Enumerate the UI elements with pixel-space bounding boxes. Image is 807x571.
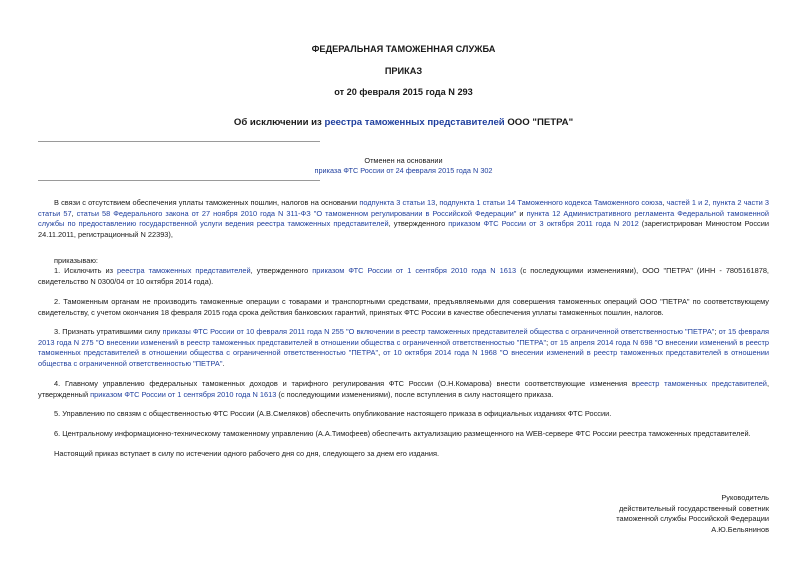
clause-1-text: , утвержденного [250, 266, 313, 275]
intro-link-4[interactable]: статьи 58 Федерального закона от 27 ноября 2010 года N 311-ФЗ "О таможенном регулировании в Российской Федерации" [76, 208, 517, 218]
intro-text: , [435, 198, 440, 207]
clause-1-registry-link[interactable]: реестра таможенных представителей [116, 266, 251, 275]
signature-agency: таможенной службы Российской Федерации [616, 514, 769, 524]
intro-text: и [516, 208, 527, 218]
intro-link-3[interactable]: частей 1 и 2, пункта 2 части 3 статьи 57 [38, 198, 769, 218]
clause-4-registry-link[interactable]: реестр таможенных представителей [635, 379, 767, 388]
intro-text: , утвержденного [388, 219, 449, 229]
cancel-divider-bottom [38, 180, 320, 181]
cancel-note [0, 166, 807, 175]
clause-4-text: , утвержденный [38, 379, 769, 399]
intro-link-2[interactable]: подпункта 1 статьи 14 Таможенного кодекса Таможенного союза [439, 198, 663, 207]
signature-name: А.Ю.Бельянинов [711, 525, 769, 535]
cancel-order-link[interactable]: приказа ФТС России от 24 февраля 2015 года N 302 [314, 166, 493, 175]
effective-date-note: Настоящий приказ вступает в силу по истечении одного рабочего дня со дня, следующего за днем его издания. [54, 449, 439, 458]
order-word: приказываю: [54, 256, 98, 265]
title-suffix: ООО "ПЕТРА" [504, 117, 574, 128]
clause-4-text: 4. Главному управлению федеральных таможенных доходов и тарифного регулирования ФТС России (О.Н.Комарова) внести соответствующие изменения в [54, 379, 636, 388]
title-registry-link[interactable]: реестра таможенных представителей [324, 117, 505, 128]
intro-text: В связи с отсутствием обеспечения уплаты таможенных пошлин, налогов на основании [54, 198, 360, 207]
agency-name: ФЕДЕРАЛЬНАЯ ТАМОЖЕННАЯ СЛУЖБА [311, 44, 496, 54]
clause-3-text: ; [546, 337, 551, 347]
intro-link-1[interactable]: подпункта 3 статьи 13 [359, 198, 436, 207]
intro-text: (зарегистрирован Минюстом России 24.11.2011, регистрационный N 22393), [38, 219, 770, 240]
intro-text: , [71, 208, 77, 218]
cancel-label: Отменен на основании [364, 156, 443, 165]
clause-3-text: 3. Признать утратившими силу [54, 327, 163, 336]
clause-3-text: ; [714, 327, 719, 336]
intro-link-6[interactable]: приказом ФТС России от 3 октября 2011 года N 2012 [448, 219, 639, 229]
signature-rank: действительный государственный советник [618, 503, 769, 513]
clause-1 [38, 266, 769, 287]
document-type: ПРИКАЗ [384, 66, 423, 76]
clause-1-text: 1. Исключить из [54, 266, 117, 275]
clause-3-link-1[interactable]: приказы ФТС России от 10 февраля 2011 года N 255 "О включении в реестр таможенных представителей общества с ограниченной ответственностью "ПЕТРА" [162, 327, 715, 336]
title-prefix: Об исключении из [233, 117, 325, 128]
clause-3-text: , [378, 348, 384, 358]
clause-4-text: (с последующими изменениями), после вступления в силу настоящего приказа. [276, 389, 554, 399]
intro-text: , [662, 198, 667, 207]
intro-paragraph [38, 198, 769, 241]
clause-3-link-2[interactable]: от 15 февраля 2013 года N 275 "О внесении изменений в реестр таможенных представителей в отношении общества с ограниченной ответственностью "ПЕТРА" [38, 327, 770, 347]
signature-block [616, 493, 769, 536]
clause-1-text: (с последующими изменениями), ООО "ПЕТРА" (ИНН - 7805161878, свидетельство N 0300/04 от 10 октября 2014 года). [38, 266, 769, 286]
clause-4 [38, 379, 769, 400]
clause-5: 5. Управлению по связям с общественностью ФТС России (А.В.Смеляков) обеспечить опубликование настоящего приказа в официальных изданиях ФТС России. [54, 409, 612, 418]
intro-link-5[interactable]: пункта 12 Административного регламента Федеральной таможенной службы по предоставлению государственной услуги ведения реестра таможенных представителей [38, 208, 769, 229]
clause-6: 6. Центральному информационно-техническому таможенному управлению (А.А.Тимофеев) обеспечить актуализацию размещенного на WEB-сервере ФТС России реестра таможенных представителей. [54, 429, 751, 438]
cancel-divider-top [38, 141, 320, 142]
clause-1-order-link[interactable]: приказом ФТС России от 1 сентября 2010 года N 1613 [312, 266, 517, 275]
clause-4-order-link[interactable]: приказом ФТС России от 1 сентября 2010 года N 1613 [90, 389, 277, 399]
clause-3-text: . [222, 359, 225, 369]
clause-3 [38, 327, 769, 370]
signature-title: Руководитель [721, 493, 769, 502]
clause-3-link-3[interactable]: от 15 апреля 2014 года N 698 "О внесении изменений в реестр таможенных представителей в отношении общества с ограниченной ответственностью "ПЕТРА" [38, 337, 770, 358]
document-title [0, 117, 807, 128]
clause-3-link-4[interactable]: от 10 октября 2014 года N 1968 "О внесении изменений в реестр таможенных представителей в отношении общества с ограниченной ответственностью "ПЕТРА" [38, 348, 769, 369]
clause-2: 2. Таможенным органам не производить таможенные операции с товарами и транспортными средствами, предъявляемыми для совершения таможенных операций ООО "ПЕТРА" по соответствующему свидетельству, с учетом окончания 18 февраля 2015 года срока действия банковских гарантий, принятых ФТС России в качестве обеспечения уплаты таможенных пошлин, налогов. [38, 297, 769, 317]
document-date: от 20 февраля 2015 года N 293 [334, 87, 473, 97]
